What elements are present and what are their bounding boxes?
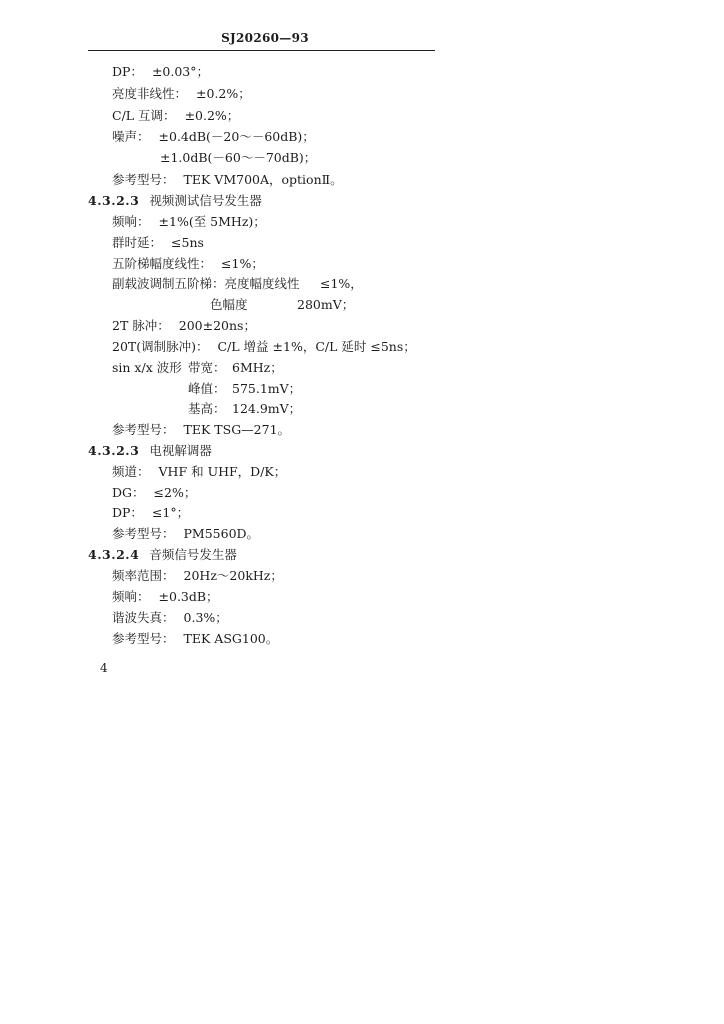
spec-value: 20Hz～20kHz； [183, 568, 283, 583]
spec-label: 参考型号： [112, 526, 175, 541]
spec-line-reference-model [112, 422, 290, 438]
spec-line-group-delay [112, 235, 204, 251]
spec-label: 频响： [112, 214, 150, 229]
spec-label: 参考型号： [112, 422, 175, 437]
page-number: 4 [100, 661, 108, 675]
section-number: 4.3.2.4 [88, 547, 140, 562]
spec-line-subcarrier-five-step [112, 276, 300, 292]
spec-label-sinx-waveform: sin x/x 波形 [112, 360, 182, 375]
spec-value: TEK ASG100。 [183, 631, 279, 646]
spec-label: 频响： [112, 589, 150, 604]
spec-line-reference-model [112, 172, 343, 188]
spec-sublabel-luma: 亮度幅度线性 [224, 276, 300, 291]
spec-line-harmonic-distortion [112, 610, 228, 626]
spec-value: ≤1°； [151, 505, 190, 520]
spec-value: ±0.2%； [184, 108, 240, 123]
spec-label: 群时延： [112, 235, 163, 250]
spec-value: ≤1%； [221, 256, 264, 271]
spec-line-frequency-range [112, 568, 283, 584]
spec-line-noise-continued [160, 150, 316, 166]
spec-value-chroma-amplitude: 280mV； [297, 297, 355, 312]
spec-label: 亮度非线性： [112, 86, 188, 101]
spec-value: 200±20ns； [178, 318, 256, 333]
spec-value-bandwidth: 6MHz； [232, 360, 283, 375]
spec-line-dp [112, 64, 209, 80]
spec-value: TEK TSG—271。 [183, 422, 291, 437]
spec-value-luma-linearity: ≤1%， [320, 276, 363, 291]
spec-label: 五阶梯幅度线性： [112, 256, 213, 271]
section-number: 4.3.2.3 [88, 193, 140, 208]
spec-value: ±0.2%； [196, 86, 251, 101]
spec-label: 20T(调制脉冲)： [112, 339, 209, 354]
spec-line-20t-pulse [112, 339, 416, 355]
spec-value: ±1.0dB(－60～－70dB)； [160, 150, 317, 165]
spec-line-dg [112, 485, 196, 501]
spec-line-noise [112, 129, 315, 145]
spec-sublabel-peak: 峰值： [188, 381, 226, 396]
spec-sublabel-base: 基高： [188, 401, 226, 416]
spec-sublabel-bandwidth: 带宽： [188, 360, 226, 375]
spec-line-reference-model [112, 526, 259, 542]
header-rule [88, 50, 435, 51]
spec-label: DP： [112, 64, 143, 79]
spec-line-frequency-response [112, 589, 219, 605]
section-heading-audio-generator [88, 547, 237, 563]
spec-label: DG： [112, 485, 145, 500]
spec-line-dp [112, 505, 189, 521]
section-title: 电视解调器 [149, 443, 212, 458]
section-number: 4.3.2.3 [88, 443, 140, 458]
spec-line-cl-intermod [112, 108, 239, 124]
spec-sublabel-chroma: 色幅度 [210, 297, 248, 312]
spec-label: C/L 互调： [112, 108, 176, 123]
spec-line-channel [112, 464, 286, 480]
spec-value: ≤5ns [171, 235, 204, 250]
spec-label: 参考型号： [112, 631, 175, 646]
spec-value: C/L 增益 ±1%，C/L 延时 ≤5ns； [217, 339, 416, 354]
spec-value: PM5560D。 [183, 526, 260, 541]
spec-line-2t-pulse [112, 318, 256, 334]
spec-label: 频率范围： [112, 568, 175, 583]
section-heading-video-generator [88, 193, 262, 209]
spec-value: ±0.4dB(－20～－60dB)； [158, 129, 315, 144]
spec-label: 谐波失真： [112, 610, 175, 625]
spec-label: 副载波调制五阶梯： [112, 276, 225, 291]
standard-code-header: SJ20260—93 [221, 31, 309, 45]
spec-label: 频道： [112, 464, 150, 479]
spec-value: ±1%(至 5MHz)； [158, 214, 266, 229]
spec-label: 噪声： [112, 129, 150, 144]
spec-label: 2T 脉冲： [112, 318, 170, 333]
section-heading-tv-demodulator [88, 443, 212, 459]
spec-value-base: 124.9mV； [232, 401, 302, 416]
spec-line-frequency-response [112, 214, 266, 230]
spec-value: 0.3%； [183, 610, 228, 625]
spec-line-luma-nonlinearity [112, 86, 251, 102]
spec-value: ±0.03°； [151, 64, 209, 79]
spec-label: DP： [112, 505, 143, 520]
spec-value: TEK VM700A，optionⅡ。 [183, 172, 343, 187]
spec-line-five-step-linearity [112, 256, 264, 272]
spec-value: VHF 和 UHF，D/K； [158, 464, 287, 479]
spec-value: ≤2%； [153, 485, 197, 500]
spec-value-peak: 575.1mV； [232, 381, 302, 396]
spec-value: ±0.3dB； [158, 589, 219, 604]
section-title: 音频信号发生器 [149, 547, 237, 562]
spec-label: 参考型号： [112, 172, 175, 187]
section-title: 视频测试信号发生器 [149, 193, 262, 208]
spec-line-reference-model [112, 631, 278, 647]
